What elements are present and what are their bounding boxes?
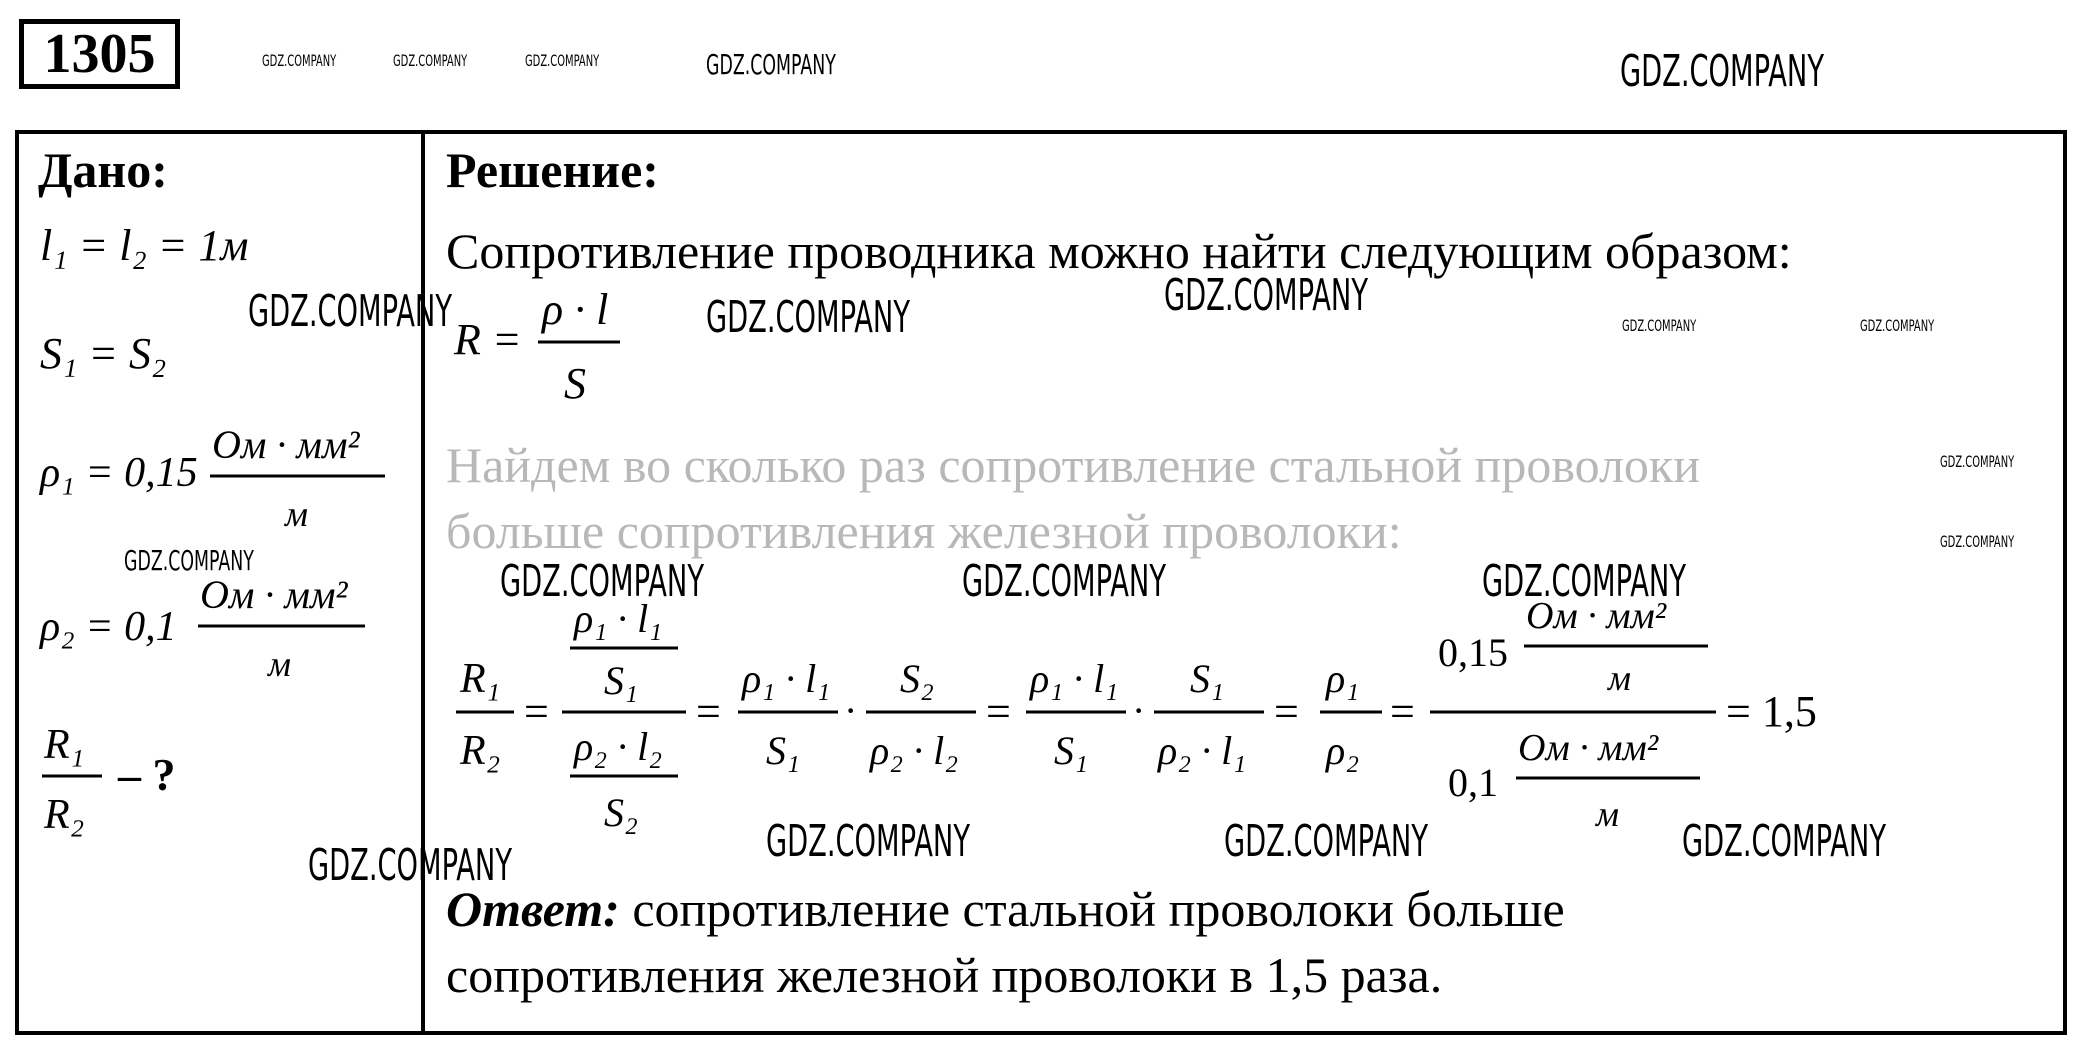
svg-text:0,1: 0,1 xyxy=(1448,760,1498,805)
watermark: GDZ.COMPANY xyxy=(1482,556,1687,607)
rho2-numerator: Ом · мм² xyxy=(200,572,348,617)
svg-text:=: = xyxy=(696,687,721,736)
watermark: GDZ.COMPANY xyxy=(308,840,513,891)
rho1-lhs: ρ₁ = 0,15 xyxy=(40,450,198,496)
length-equation: l₁ = l₂ = 1м xyxy=(40,221,249,270)
svg-text:м: м xyxy=(1596,794,1619,834)
svg-text:S₂: S₂ xyxy=(604,790,638,835)
rho1-denominator: м xyxy=(285,494,308,534)
svg-text:S: S xyxy=(564,359,586,408)
svg-text:=: = xyxy=(1274,687,1299,736)
solution-line-2: Найдем во сколько раз сопротивление стальной проволоки xyxy=(446,437,1700,493)
svg-text:ρ₂ · l₂: ρ₂ · l₂ xyxy=(870,728,959,773)
column-divider xyxy=(421,130,425,1035)
solution-line-3: больше сопротивления железной проволоки: xyxy=(446,503,1402,559)
rho2-lhs: ρ₂ = 0,1 xyxy=(40,604,177,650)
ratio-derivation xyxy=(446,590,1866,850)
watermark: GDZ.COMPANY xyxy=(500,556,705,607)
svg-text:·: · xyxy=(844,688,858,733)
area-equation: S₁ = S₂ xyxy=(40,329,167,378)
problem-number: 1305 xyxy=(19,19,180,89)
answer-label: Ответ: xyxy=(446,881,620,937)
svg-text:S₁: S₁ xyxy=(1054,728,1088,773)
svg-text:ρ₂: ρ₂ xyxy=(1326,728,1360,773)
watermark: GDZ.COMPANY xyxy=(393,51,468,70)
svg-text:=: = xyxy=(1390,687,1415,736)
solution-line-1: Сопротивление проводника можно найти следующим образом: xyxy=(446,223,1792,279)
watermark: GDZ.COMPANY xyxy=(248,286,453,337)
watermark: GDZ.COMPANY xyxy=(525,51,600,70)
solution-heading: Решение: xyxy=(446,142,659,198)
watermark: GDZ.COMPANY xyxy=(1164,270,1369,321)
given-heading: Дано: xyxy=(38,142,168,198)
watermark: GDZ.COMPANY xyxy=(1622,316,1697,335)
watermark: GDZ.COMPANY xyxy=(1224,816,1429,867)
svg-text:R₂: R₂ xyxy=(460,728,501,774)
rho2-denominator: м xyxy=(268,644,291,684)
svg-text:= 1,5: = 1,5 xyxy=(1726,687,1817,736)
answer-line-2: сопротивления железной проволоки в 1,5 раза. xyxy=(446,947,1443,1003)
svg-text:ρ₁ · l₁: ρ₁ · l₁ xyxy=(574,596,663,641)
watermark: GDZ.COMPANY xyxy=(1940,532,2015,551)
watermark: GDZ.COMPANY xyxy=(962,556,1167,607)
watermark: GDZ.COMPANY xyxy=(262,51,337,70)
svg-text:м: м xyxy=(1608,658,1631,698)
svg-text:ρ₂ · l₁: ρ₂ · l₁ xyxy=(1158,728,1247,773)
watermark: GDZ.COMPANY xyxy=(1860,316,1935,335)
find-denominator: R₂ xyxy=(44,792,85,838)
svg-text:S₁: S₁ xyxy=(766,728,800,773)
watermark: GDZ.COMPANY xyxy=(706,48,836,81)
svg-text:ρ₁: ρ₁ xyxy=(1326,656,1360,701)
svg-text:ρ₁ · l₁: ρ₁ · l₁ xyxy=(742,656,831,701)
watermark: GDZ.COMPANY xyxy=(766,816,971,867)
svg-text:R =: R = xyxy=(454,315,522,364)
answer-line-1 xyxy=(446,880,1565,938)
svg-text:Ом · мм²: Ом · мм² xyxy=(1518,727,1659,769)
watermark: GDZ.COMPANY xyxy=(1940,452,2015,471)
watermark: GDZ.COMPANY xyxy=(1682,816,1887,867)
watermark: GDZ.COMPANY xyxy=(124,544,254,577)
svg-text:ρ · l: ρ · l xyxy=(542,285,609,334)
watermark: GDZ.COMPANY xyxy=(1620,46,1825,97)
svg-text:=: = xyxy=(524,687,549,736)
rho1-numerator: Ом · мм² xyxy=(212,422,360,467)
watermark: GDZ.COMPANY xyxy=(706,292,911,343)
answer-text-1: сопротивление стальной проволоки больше xyxy=(619,881,1565,937)
svg-text:ρ₁ · l₁: ρ₁ · l₁ xyxy=(1030,656,1119,701)
svg-text:R₁: R₁ xyxy=(460,656,501,702)
svg-text:Ом · мм²: Ом · мм² xyxy=(1526,595,1667,637)
svg-text:ρ₂ · l₂: ρ₂ · l₂ xyxy=(574,724,663,769)
find-suffix: – ? xyxy=(118,749,176,800)
svg-text:0,15: 0,15 xyxy=(1438,630,1508,675)
find-numerator: R₁ xyxy=(44,722,85,768)
svg-text:S₁: S₁ xyxy=(604,658,638,703)
resistance-formula xyxy=(446,282,666,412)
svg-text:S₁: S₁ xyxy=(1190,656,1224,701)
svg-text:·: · xyxy=(1132,688,1146,733)
svg-text:=: = xyxy=(986,687,1011,736)
svg-text:S₂: S₂ xyxy=(900,656,934,701)
